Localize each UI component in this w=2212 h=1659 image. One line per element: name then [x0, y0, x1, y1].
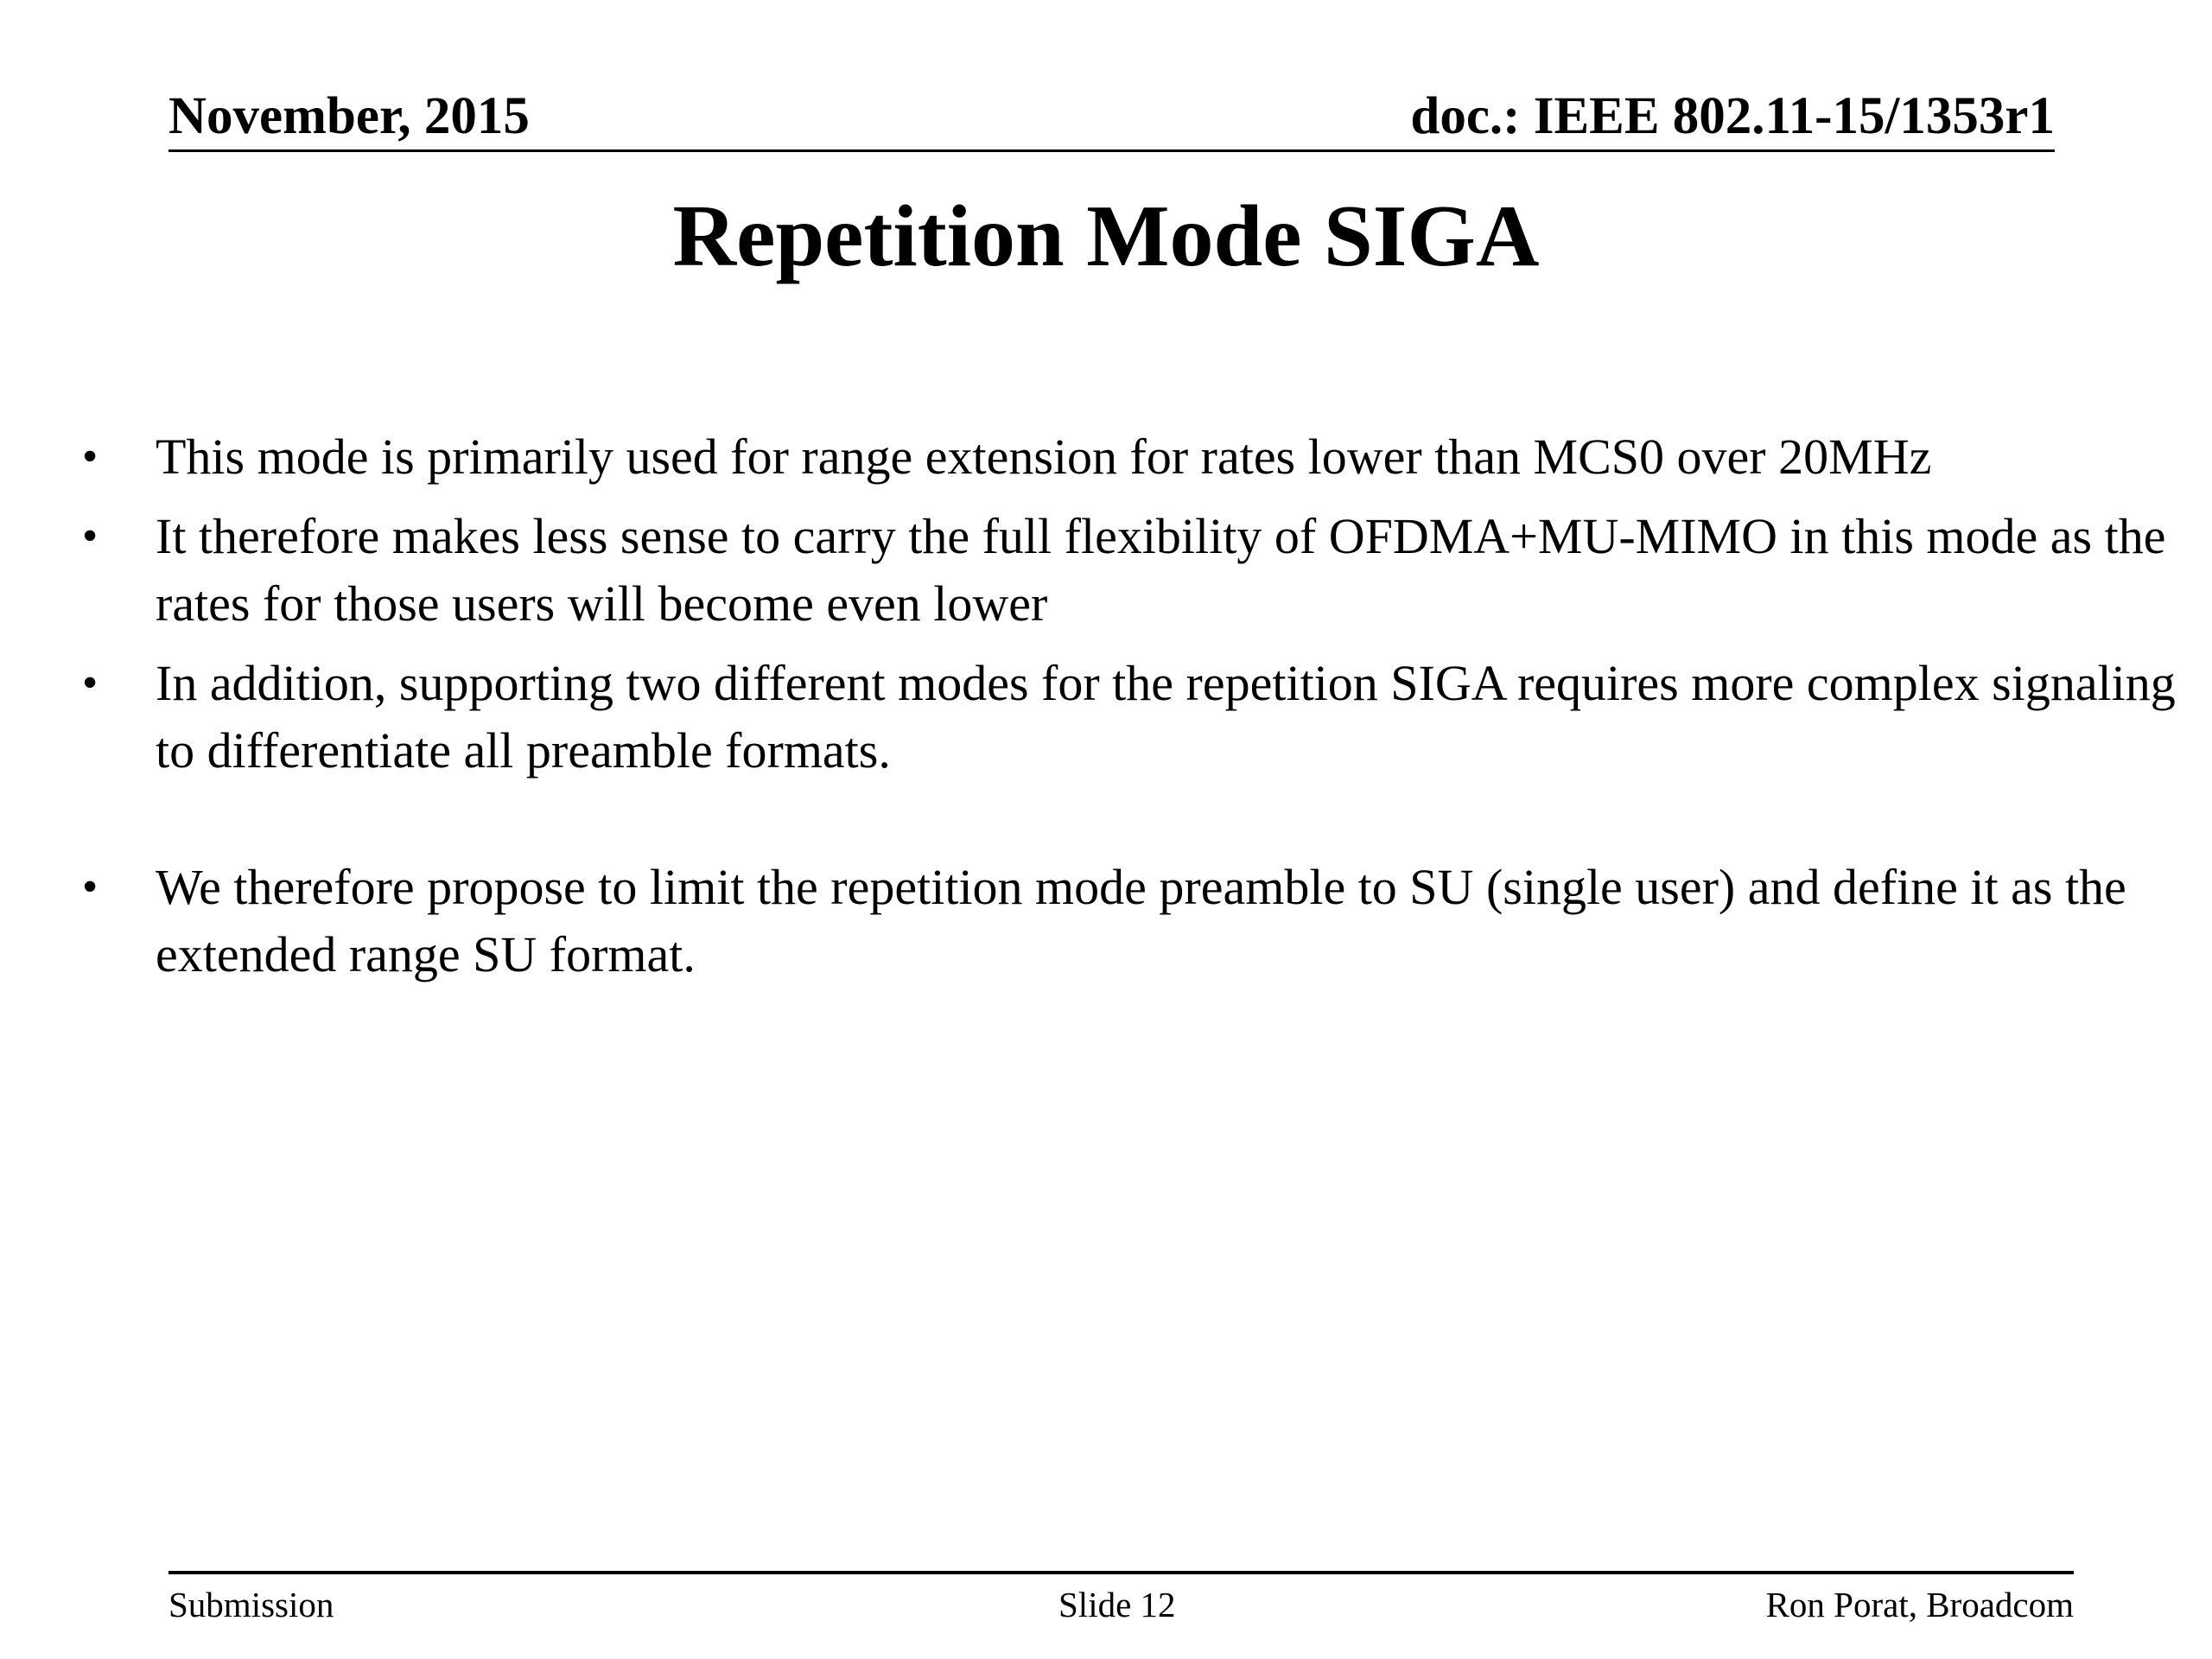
bullet-item [82, 503, 2190, 638]
bullet-text: We therefore propose to limit the repetition mode preamble to SU (single user) and define it as the extended range SU format. [156, 859, 2126, 982]
footer-submission: Submission [168, 1585, 334, 1624]
slide-footer [168, 1571, 2074, 1626]
bullet-text: In addition, supporting two different modes for the repetition SIGA requires more complex signaling to differentiate all preamble formats. [156, 655, 2176, 779]
bullet-item [82, 650, 2190, 785]
bullet-marker: • [82, 432, 99, 481]
bullet-marker: • [82, 658, 99, 708]
footer-slide-number: Slide 12 [1058, 1585, 1176, 1624]
bullet-item [82, 423, 2190, 491]
header-doc-id: doc.: IEEE 802.11-15/1353r1 [1410, 87, 2055, 145]
bullet-text: This mode is primarily used for range extension for rates lower than MCS0 over 20MHz [156, 429, 1932, 485]
slide-header [168, 82, 2055, 152]
header-date: November, 2015 [168, 87, 530, 145]
slide-title: Repetition Mode SIGA [672, 188, 1540, 285]
footer-author: Ron Porat, Broadcom [1765, 1585, 2074, 1624]
bullet-item [82, 854, 2190, 988]
bullet-text: It therefore makes less sense to carry the full flexibility of OFDMA+MU-MIMO in this mode as the rates for those users will become even lower [156, 508, 2166, 632]
bullet-marker: • [82, 512, 99, 561]
bullet-marker: • [82, 862, 99, 912]
bullet-list [82, 423, 2190, 1001]
